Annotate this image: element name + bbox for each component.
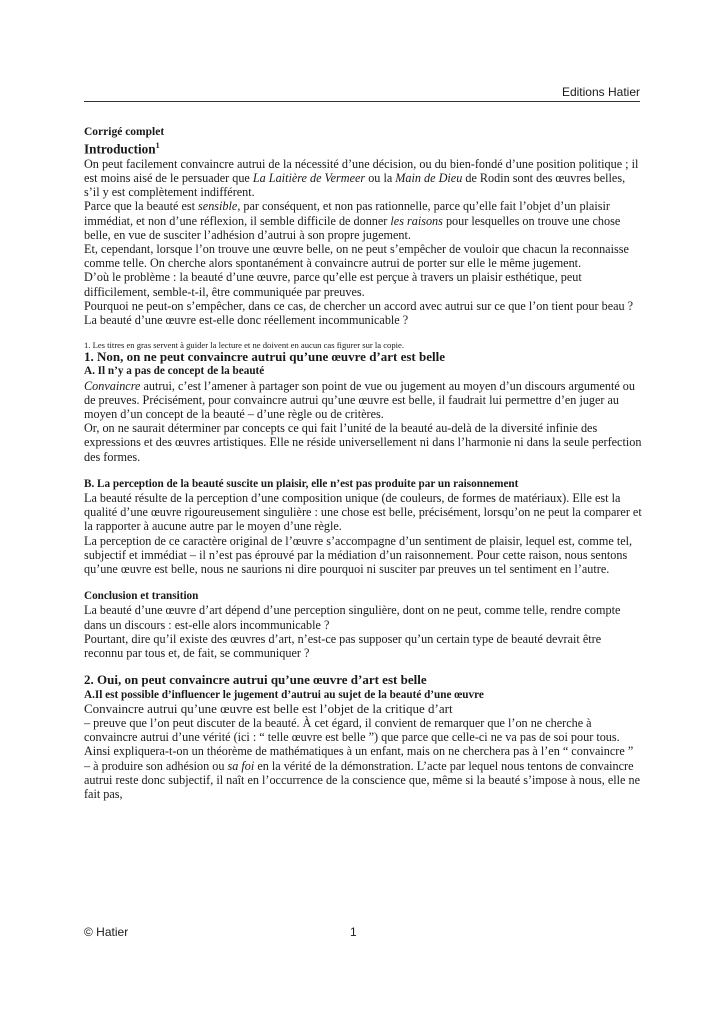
text-run: , par conséquent, et non pas rationnelle, parce qu’elle fait l’objet d’un plaisir immédiat, et non d’une réflexion, il semble difficile de donner [84,199,610,228]
intro-paragraph: Pourquoi ne peut-on s’empêcher, dans ce cas, de chercher un accord avec autrui sur ce que l’on tient pour beau ? La beauté d’une œuvre est-elle donc réellement incommunicable ? [84,298,634,328]
section-1a-heading: A. Il n’y a pas de concept de la beauté [84,365,265,378]
document-body [84,125,642,814]
text-run: pour lesquelles on trouve une chose belle, en vue de susciter l’adhésion d’autrui à son propre jugement. [84,213,621,242]
body-paragraph: La perception de ce caractère original de l’œuvre s’accompagne d’un sentiment de plaisir, lequel est, comme tel, subjectif et immédiat – il n’est pas éprouvé par la médiation d’un raisonnement. Pour cette raison, nous sentons qu’une œuvre est belle, nous ne saurions ni dire pourquoi ni susciter par preuves un tel sentiment en l’autre. [84,533,633,577]
header-divider [84,101,640,102]
conclusion-body [84,603,642,660]
conclusion-heading: Conclusion et transition [84,590,199,603]
section-2a-body [84,702,642,801]
text-run: en la vérité de la démonstration. L’acte par lequel nous tentons de convaincre autrui reste donc subjectif, il naît en l’occurrence de la conscience que, même si la beauté s’impose à nous, elle ne fait pas, [84,758,641,801]
artwork-title: Main de Dieu [395,171,463,185]
intro-paragraph [84,157,642,200]
emphasis: sensible [198,199,238,214]
body-paragraph [84,716,642,801]
section-2-heading: 2. Oui, on peut convaincre autrui qu’une œuvre d’art est belle [84,672,427,688]
footnote-ref: 1 [155,141,160,151]
document-label: Corrigé complet [84,126,165,138]
intro-paragraph: Et, cependant, lorsque l’on trouve une œuvre belle, on ne peut s’empêcher de vouloir que chacun la reconnaisse comme telle. On cherche alors spontanément à convaincre autrui de porter sur elle le même jugement. [84,242,629,271]
body-paragraph: Pourtant, dire qu’il existe des œuvres d’art, n’est-ce pas supposer qu’un certain type de beauté devrait être reconnu par tous et, de fait, se communiquer ? [84,631,602,661]
intro-paragraph [84,199,642,242]
emphasis: sa foi [227,758,255,773]
page-number: 1 [350,925,357,939]
text-run: – preuve que l’on peut discuter de la beauté. À cet égard, il convient de remarquer que l’on ne cherche à convaincre autrui d’une vérité (ici : “ telle œuvre est belle ”) que parce que celle-ci ne va pas de soi pour tous. Ainsi expliquera-t-on un théorème de mathématiques à un enfant, mais on ne cherchera pas à l’en “ convaincre ” – à produire son adhésion ou [84,715,634,773]
body-paragraph: Convaincre autrui qu’une œuvre est belle est l’objet de la critique d’art [84,700,453,716]
text-run: autrui, c’est l’amener à partager son point de vue ou jugement au moyen d’un discours argumenté ou de preuves. Précisément, pour convaincre autrui qu’une œuvre est belle, il faudrait lui permettre d’en juger au moyen d’un concept de la beauté – d’une règle ou de critères. [84,378,635,422]
body-paragraph: La beauté d’une œuvre d’art dépend d’une perception singulière, dont on ne peut, comme telle, rendre compte dans un discours : est-elle alors incommunicable ? [84,603,621,632]
section-1a-body [84,379,642,464]
intro-heading-text: Introduction [84,141,156,157]
emphasis: les raisons [390,213,443,228]
intro-paragraph: D’où le problème : la beauté d’une œuvre, parce qu’elle est perçue à travers un plaisir esthétique, peut difficilement, semble-t-il, être communiquée par preuves. [84,270,582,299]
intro-section [84,157,642,327]
emphasis: Convaincre [84,378,141,393]
footnote: 1. Les titres en gras servent à guider la lecture et ne doivent en aucun cas figurer sur la copie. [84,340,404,351]
section-1b-heading: B. La perception de la beauté suscite un plaisir, elle n’est pas produite par un raisonnement [84,477,519,490]
text-run: On peut facilement convaincre autrui de la nécessité d’une décision, ou du bien-fondé d’une position politique ; il est moins aisé de le persuader que [84,156,639,185]
header-publisher: Editions Hatier [561,85,640,99]
text-run: de Rodin sont des œuvres belles, s’il y est complètement indifférent. [84,171,626,200]
body-paragraph: La beauté résulte de la perception d’une composition unique (de couleurs, de formes de matériaux). Elle est la qualité d’une œuvre rigoureusement singulière : une chose est belle, précisément, lorsqu’on ne peut la comparer et la rapporter à aucune autre par le moyen d’une règle. [84,491,642,534]
artwork-title: La Laitière de Vermeer [252,171,366,185]
section-1-heading: 1. Non, on ne peut convaincre autrui qu’une œuvre d’art est belle [84,349,445,365]
body-paragraph [84,379,642,422]
text-run: Parce que la beauté est [84,199,199,214]
section-1b-body [84,491,642,576]
intro-heading [84,139,642,157]
text-run: ou la [365,171,396,185]
footer-copyright: © Hatier [84,925,129,939]
body-paragraph: Or, on ne saurait déterminer par concepts ce qui fait l’unité de la beauté au-delà de la diversité infinie des expressions et des œuvres artistiques. Elle ne réside universellement ni dans l’harmonie ni dans la seule perfection des formes. [84,421,642,464]
section-2a-heading: A.Il est possible d’influencer le jugement d’autrui au sujet de la beauté d’une œuvre [84,688,484,701]
